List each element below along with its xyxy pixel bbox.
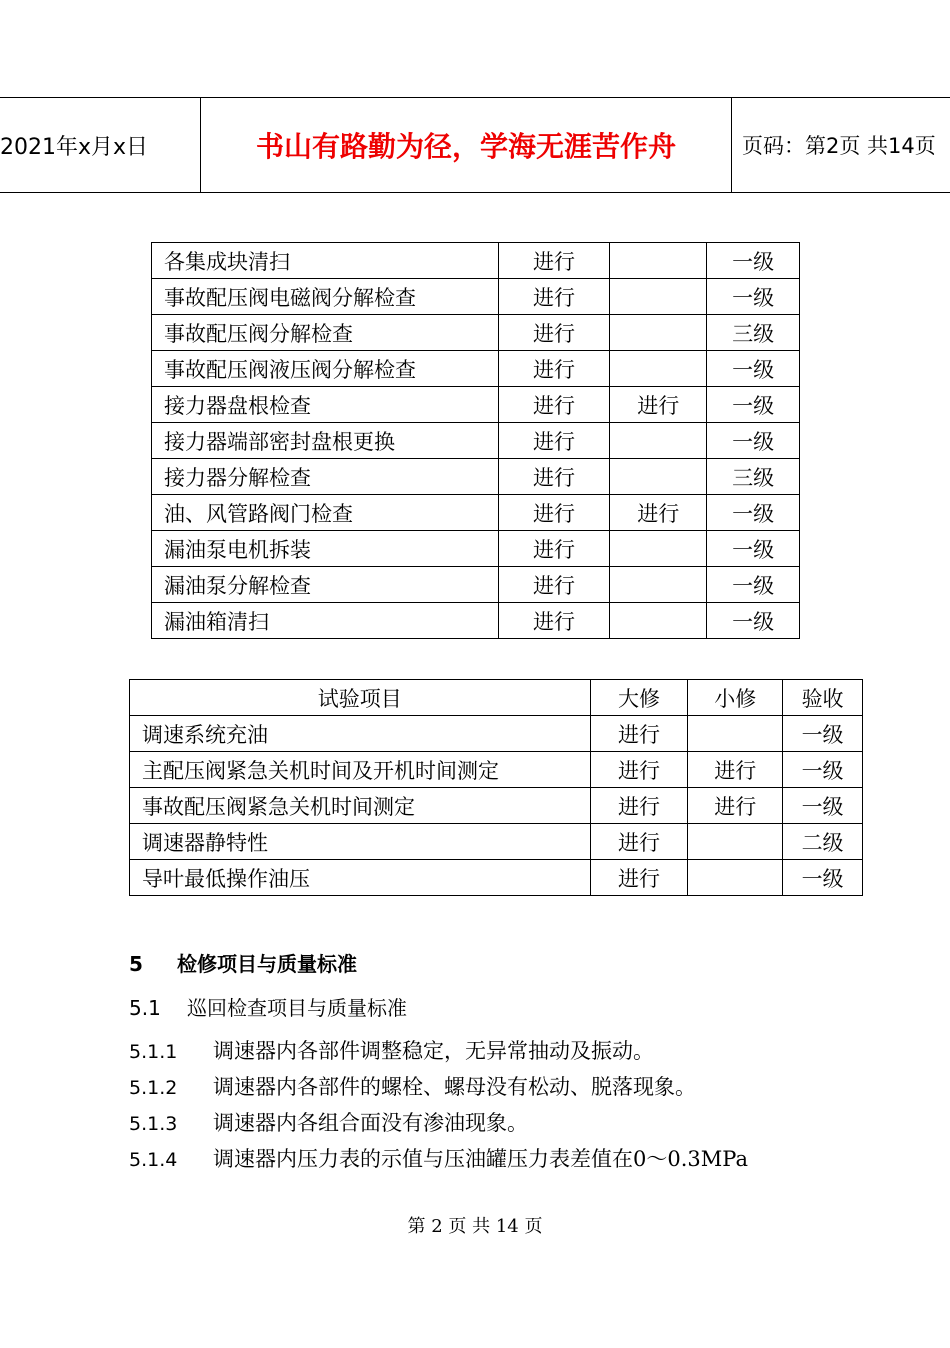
col-header-test-item: 试验项目 <box>130 680 591 716</box>
maintenance-items-table <box>151 242 800 639</box>
acceptance-cell: 一级 <box>707 351 800 387</box>
item-cell: 事故配压阀液压阀分解检查 <box>152 351 499 387</box>
overhaul-cell: 进行 <box>590 752 688 788</box>
col-header-minor-repair: 小修 <box>688 680 783 716</box>
minor-repair-cell <box>610 423 707 459</box>
minor-repair-cell <box>610 315 707 351</box>
clause-5-1-1 <box>129 1035 654 1065</box>
table-row <box>152 531 800 567</box>
table-row <box>130 716 863 752</box>
section-title: 巡回检查项目与质量标准 <box>187 996 407 1020</box>
acceptance-cell: 一级 <box>783 860 863 896</box>
minor-repair-cell <box>610 531 707 567</box>
clause-5-1-2 <box>129 1071 696 1101</box>
acceptance-cell: 一级 <box>707 567 800 603</box>
table-row <box>152 495 800 531</box>
clause-number: 5.1.2 <box>129 1077 178 1099</box>
table-row <box>152 279 800 315</box>
clause-text: 调速器内各部件的螺栓、螺母没有松动、脱落现象。 <box>213 1075 696 1099</box>
acceptance-cell: 一级 <box>707 531 800 567</box>
overhaul-cell: 进行 <box>498 531 610 567</box>
overhaul-cell: 进行 <box>590 788 688 824</box>
overhaul-cell: 进行 <box>498 423 610 459</box>
acceptance-cell: 一级 <box>707 423 800 459</box>
overhaul-cell: 进行 <box>498 279 610 315</box>
table-row <box>152 351 800 387</box>
item-cell: 漏油箱清扫 <box>152 603 499 639</box>
item-cell: 油、风管路阀门检查 <box>152 495 499 531</box>
header-page-number: 页码：第2页 共14页 <box>742 134 936 158</box>
clause-number: 5.1.1 <box>129 1041 178 1063</box>
col-header-overhaul: 大修 <box>590 680 688 716</box>
item-cell: 接力器端部密封盘根更换 <box>152 423 499 459</box>
table-row <box>152 567 800 603</box>
table-row <box>152 423 800 459</box>
overhaul-cell: 进行 <box>498 315 610 351</box>
minor-repair-cell <box>688 860 783 896</box>
minor-repair-cell <box>610 567 707 603</box>
table-row <box>130 860 863 896</box>
acceptance-cell: 一级 <box>707 279 800 315</box>
minor-repair-cell <box>610 351 707 387</box>
section-title: 检修项目与质量标准 <box>177 952 357 976</box>
acceptance-cell: 三级 <box>707 459 800 495</box>
clause-5-1-4 <box>129 1143 748 1173</box>
overhaul-cell: 进行 <box>498 243 610 279</box>
table-row <box>130 752 863 788</box>
item-cell: 接力器盘根检查 <box>152 387 499 423</box>
col-header-acceptance: 验收 <box>783 680 863 716</box>
item-cell: 漏油泵分解检查 <box>152 567 499 603</box>
table-row <box>130 824 863 860</box>
minor-repair-cell: 进行 <box>610 495 707 531</box>
overhaul-cell: 进行 <box>498 351 610 387</box>
header-motto: 书山有路勤为径，学海无涯苦作舟 <box>200 98 732 192</box>
header-date: 2021年x月x日 <box>0 134 149 160</box>
minor-repair-cell <box>610 279 707 315</box>
clause-text: 调速器内各组合面没有渗油现象。 <box>213 1111 528 1135</box>
section-number: 5.1 <box>129 996 161 1020</box>
table-row <box>152 603 800 639</box>
overhaul-cell: 进行 <box>590 860 688 896</box>
overhaul-cell: 进行 <box>498 495 610 531</box>
item-cell: 主配压阀紧急关机时间及开机时间测定 <box>130 752 591 788</box>
page-footer: 第 2 页 共 14 页 <box>407 1216 543 1237</box>
item-cell: 接力器分解检查 <box>152 459 499 495</box>
table-row <box>152 315 800 351</box>
minor-repair-cell: 进行 <box>610 387 707 423</box>
acceptance-cell: 一级 <box>783 752 863 788</box>
acceptance-cell: 一级 <box>707 603 800 639</box>
minor-repair-cell <box>610 603 707 639</box>
acceptance-cell: 一级 <box>783 788 863 824</box>
acceptance-cell: 二级 <box>783 824 863 860</box>
item-cell: 漏油泵电机拆装 <box>152 531 499 567</box>
table-row <box>130 788 863 824</box>
minor-repair-cell: 进行 <box>688 788 783 824</box>
item-cell: 事故配压阀分解检查 <box>152 315 499 351</box>
item-cell: 事故配压阀紧急关机时间测定 <box>130 788 591 824</box>
acceptance-cell: 一级 <box>783 716 863 752</box>
overhaul-cell: 进行 <box>498 459 610 495</box>
minor-repair-cell <box>688 824 783 860</box>
overhaul-cell: 进行 <box>498 567 610 603</box>
clause-text: 调速器内压力表的示值与压油罐压力表差值在0～0.3MPa <box>213 1147 748 1171</box>
overhaul-cell: 进行 <box>590 824 688 860</box>
item-cell: 导叶最低操作油压 <box>130 860 591 896</box>
acceptance-cell: 一级 <box>707 495 800 531</box>
acceptance-cell: 三级 <box>707 315 800 351</box>
clause-number: 5.1.3 <box>129 1113 178 1135</box>
minor-repair-cell: 进行 <box>688 752 783 788</box>
item-cell: 调速器静特性 <box>130 824 591 860</box>
section-5-heading <box>129 948 357 977</box>
table-row <box>152 387 800 423</box>
clause-5-1-3 <box>129 1107 528 1137</box>
table-row <box>152 243 800 279</box>
minor-repair-cell <box>610 243 707 279</box>
overhaul-cell: 进行 <box>498 387 610 423</box>
overhaul-cell: 进行 <box>498 603 610 639</box>
clause-text: 调速器内各部件调整稳定，无异常抽动及振动。 <box>213 1039 654 1063</box>
section-number: 5 <box>129 952 143 976</box>
section-5-1-heading <box>129 992 407 1021</box>
item-cell: 事故配压阀电磁阀分解检查 <box>152 279 499 315</box>
acceptance-cell: 一级 <box>707 243 800 279</box>
acceptance-cell: 一级 <box>707 387 800 423</box>
clause-number: 5.1.4 <box>129 1149 178 1171</box>
page-header <box>0 97 950 193</box>
minor-repair-cell <box>610 459 707 495</box>
table-header-row <box>130 680 863 716</box>
overhaul-cell: 进行 <box>590 716 688 752</box>
minor-repair-cell <box>688 716 783 752</box>
table-row <box>152 459 800 495</box>
item-cell: 各集成块清扫 <box>152 243 499 279</box>
item-cell: 调速系统充油 <box>130 716 591 752</box>
test-items-table <box>129 679 863 896</box>
